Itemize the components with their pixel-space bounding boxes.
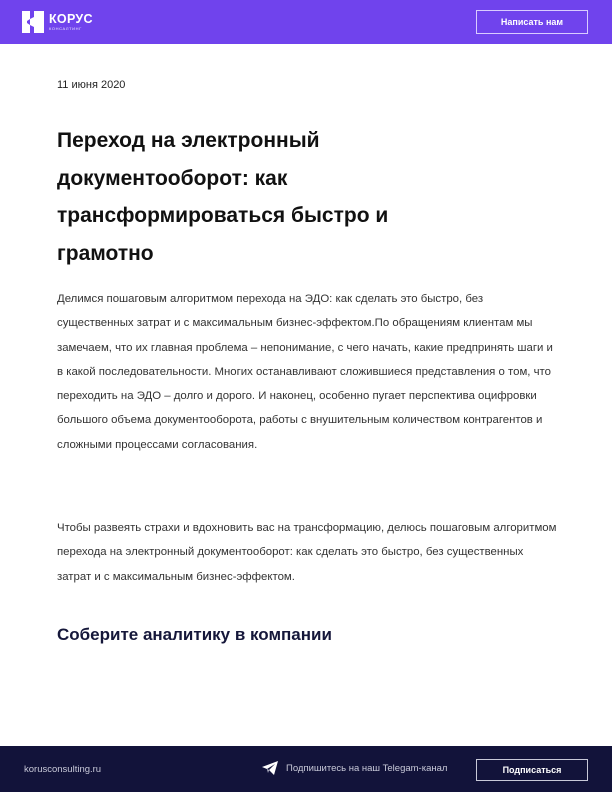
- section-heading: Соберите аналитику в компании: [57, 625, 332, 644]
- article-date: 11 июня 2020: [57, 79, 126, 91]
- top-header: [0, 0, 612, 44]
- telegram-icon: [262, 761, 278, 775]
- subscribe-button[interactable]: Подписаться: [476, 759, 588, 781]
- article-title: Переход на электронный документооборот: как трансформироваться быстро и грамотно: [57, 129, 389, 265]
- article-paragraph: Делимся пошаговым алгоритмом перехода на ЭДО: как сделать это быстро, без существенных затрат и с максимальным бизнес-эффектом.По обращениям клиентам мы замечаем, что их главная проблема – непонимание, с чего начать, какие предпринять шаги и в какой последовательности. Многих останавливают сложившиеся представления о том, что переходить на ЭДО – долго и дорого. И наконец, особенно пугает перспектива оцифровки большого объема документооборота, работы с внушительным количеством контрагентов и сложными процессами согласования.: [57, 293, 553, 451]
- telegram-text: Подпишитесь на наш Telegam-канал: [286, 762, 448, 774]
- article-paragraph: Чтобы развеять страхи и вдохновить вас на трансформацию, делюсь пошаговым алгоритмом перехода на электронный документооборот: как сделать это быстро, без существенных затрат и с максимальным бизнес-эффектом.: [57, 522, 557, 583]
- korus-logo-icon: [22, 11, 44, 33]
- site-link[interactable]: korusconsulting.ru: [24, 764, 102, 775]
- write-to-us-button[interactable]: Написать нам: [476, 10, 588, 34]
- footer: [0, 746, 612, 792]
- logo-subtitle: КОНСАЛТИНГ: [49, 26, 82, 31]
- logo-title: КОРУС: [49, 12, 93, 26]
- telegram-promo[interactable]: [262, 761, 447, 775]
- korus-logo[interactable]: [22, 11, 93, 33]
